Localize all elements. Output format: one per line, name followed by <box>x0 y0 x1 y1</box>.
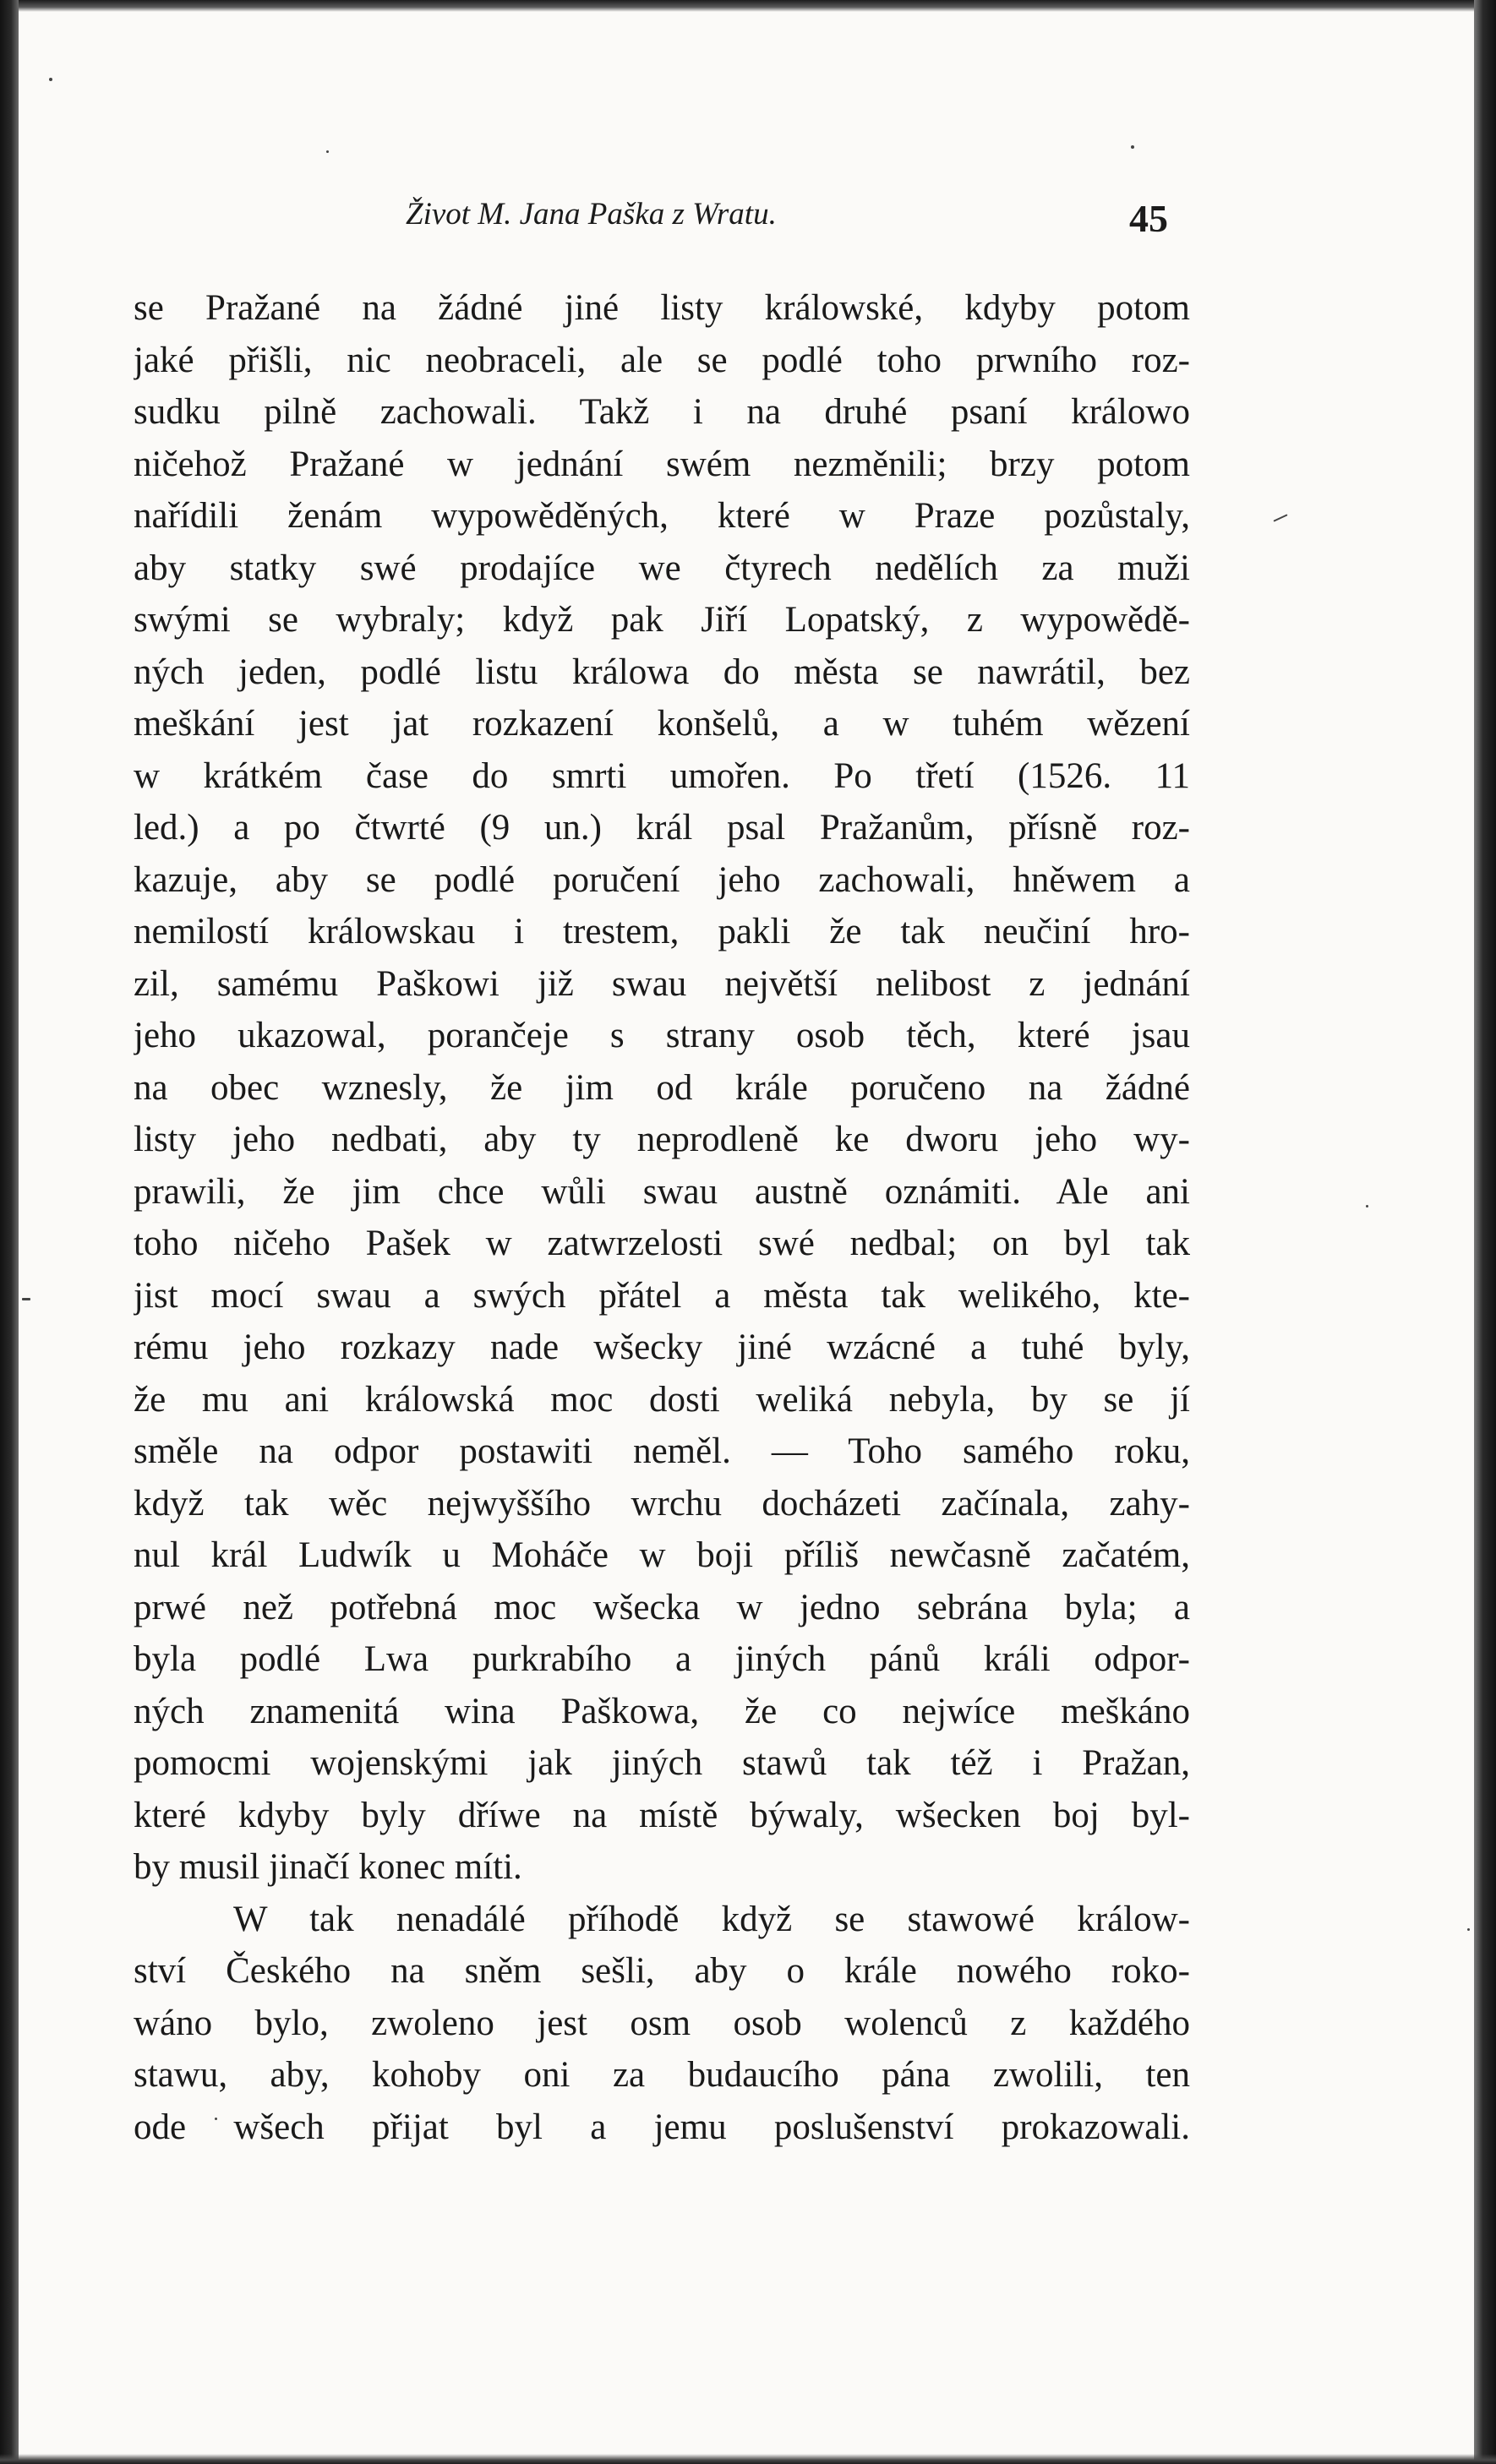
scan-speck <box>1467 1928 1470 1931</box>
text-line: ničehož Pražané w jednání swém nezměnili; brzy potom <box>134 444 1190 484</box>
text-line: w krátkém čase do smrti umořen. Po třetí (1526. 11 <box>134 755 1190 796</box>
text-line-paragraph-end: by musil jinačí konec míti. <box>134 1847 522 1887</box>
text-line: jeho ukazowal, porančeje s strany osob těch, které jsau <box>134 1016 1190 1055</box>
scan-speck <box>1366 1205 1368 1207</box>
scan-speck <box>49 78 52 81</box>
text-line: prwé než potřebná moc wšecka w jedno sebrána byla; a <box>134 1587 1190 1627</box>
scan-speck <box>1273 514 1287 521</box>
text-line: stawu, aby, kohoby oni za budaucího pána zwolili, ten <box>134 2055 1190 2095</box>
text-line: byla podlé Lwa purkrabího a jiných pánů králi odpor- <box>134 1639 1190 1679</box>
scan-edge-top <box>0 0 1496 12</box>
page-number: 45 <box>1129 197 1168 240</box>
text-line: jaké přišli, nic neobraceli, ale se podlé toho prwního roz- <box>134 340 1190 380</box>
text-line: sudku pilně zachowali. Takž i na druhé psaní králowo <box>134 392 1190 432</box>
text-line: jist mocí swau a swých přátel a města tak welikého, kte- <box>134 1275 1190 1316</box>
text-line: nul král Ludwík u Moháče w boji příliš newčasně začatém, <box>134 1535 1190 1575</box>
text-line: nařídili ženám wypowěděných, které w Praze pozůstaly, <box>134 496 1190 536</box>
text-line: swými se wybraly; když pak Jiří Lopatský, z wypowědě- <box>134 600 1190 640</box>
text-line: se Pražané na žádné jiné listy králowské, kdyby potom <box>134 288 1190 328</box>
scan-speck <box>22 1298 30 1300</box>
text-line: že mu ani králowská moc dosti weliká nebyla, by se jí <box>134 1379 1190 1420</box>
scan-edge-left <box>0 0 19 2464</box>
text-line-paragraph-start: W tak nenadálé příhodě když se stawowé králow- <box>233 1899 1190 1939</box>
scan-edge-bottom <box>0 2454 1496 2464</box>
text-line: pomocmi wojenskými jak jiných stawů tak též i Pražan, <box>134 1743 1190 1783</box>
text-line: aby statky swé prodajíce we čtyrech nedělích za muži <box>134 548 1190 588</box>
scan-speck <box>1131 145 1134 149</box>
text-line: prawili, že jim chce wůli swau austně oznámiti. Ale ani <box>134 1171 1190 1212</box>
text-line: ných znamenitá wina Paškowa, že co nejwíce meškáno <box>134 1691 1190 1731</box>
text-line: které kdyby byly dříwe na místě býwaly, wšecken boj byl- <box>134 1795 1190 1835</box>
scan-speck <box>326 150 329 153</box>
text-line: směle na odpor postawiti neměl. — Toho samého roku, <box>134 1431 1190 1471</box>
text-line: meškání jest jat rozkazení konšelů, a w tuhém wězení <box>134 704 1190 744</box>
text-line: ode wšech přijat byl a jemu poslušenství prokazowali. <box>134 2107 1190 2147</box>
text-line: led.) a po čtwrté (9 un.) král psal Pražanům, přísně roz- <box>134 808 1190 848</box>
text-line: zil, samému Paškowi již swau největší nelibost z jednání <box>134 963 1190 1004</box>
scan-edge-right <box>1474 0 1496 2464</box>
text-line: na obec wznesly, že jim od krále poručeno na žádné <box>134 1067 1190 1108</box>
text-line: wáno bylo, zwoleno jest osm osob wolenců z každého <box>134 2003 1190 2043</box>
text-line: toho ničeho Pašek w zatwrzelosti swé nedbal; on byl tak <box>134 1224 1190 1263</box>
text-line: listy jeho nedbati, aby ty neprodleně ke dworu jeho wy- <box>134 1120 1190 1159</box>
text-line: nemilostí králowskau i trestem, pakli že tak neučiní hro- <box>134 912 1190 951</box>
body-text <box>134 282 1190 2153</box>
text-line: rému jeho rozkazy nade wšecky jiné wzácné a tuhé byly, <box>134 1327 1190 1367</box>
text-line: kazuje, aby se podlé poručení jeho zachowali, hněwem a <box>134 859 1190 900</box>
text-line: když tak wěc nejwyššího wrchu docházeti začínala, zahy- <box>134 1483 1190 1524</box>
running-head-title: Život M. Jana Paška z Wratu. <box>406 197 777 232</box>
text-line: ných jeden, podlé listu králowa do města se nawrátil, bez <box>134 651 1190 692</box>
text-line: ství Českého na sněm sešli, aby o krále nowého roko- <box>134 1951 1190 1991</box>
